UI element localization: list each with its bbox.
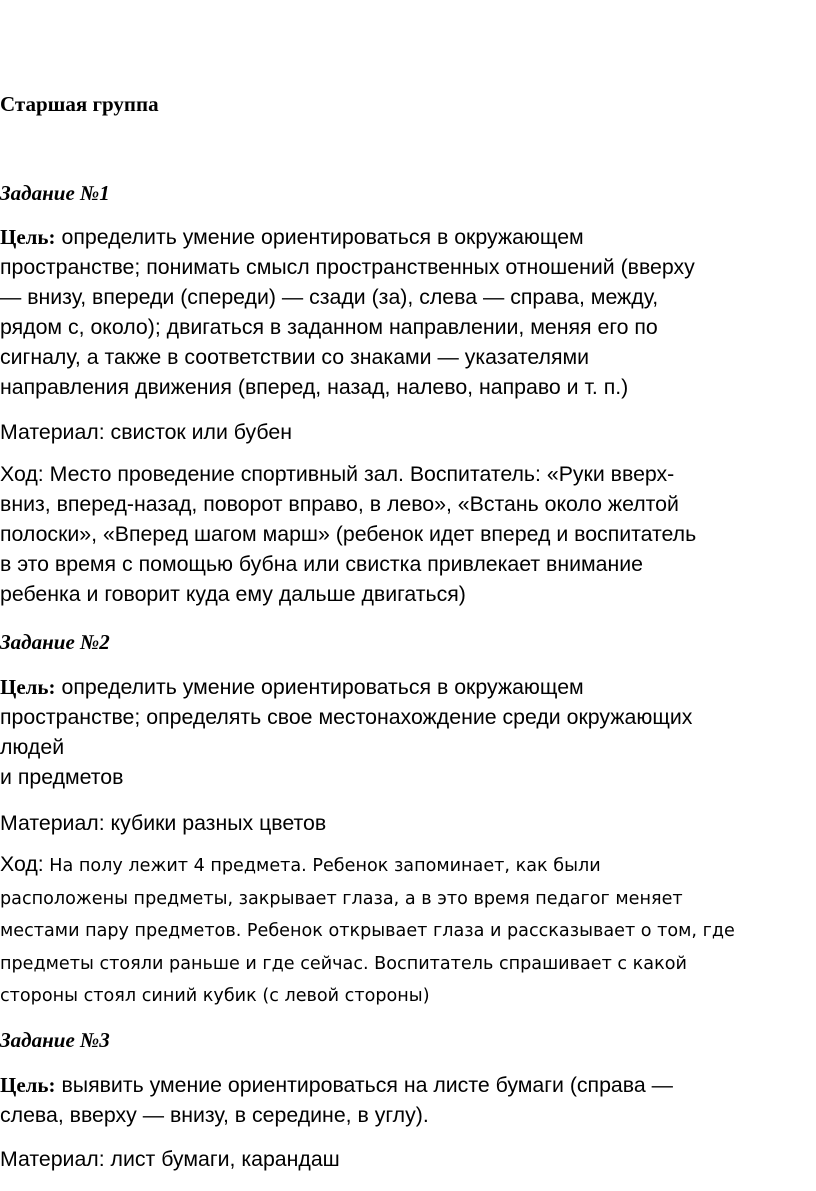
task-2-goal-line: людей: [0, 735, 65, 759]
task-1-goal-label: Цель:: [0, 225, 56, 249]
task-1-goal-line: сигналу, а также в соответствии со знаками — указателями: [0, 345, 590, 369]
task-3-goal-line: слева, вверху — внизу, в середине, в углу).: [0, 1103, 429, 1127]
task-1-course-line: ребенка и говорит куда ему дальше двигаться): [0, 582, 466, 606]
task-3-goal: [0, 1070, 812, 1130]
task-1-course: [0, 459, 812, 609]
task-2-course-label: Ход:: [0, 852, 44, 876]
task-1-material: Материал: свисток или бубен: [0, 420, 292, 444]
task-1-goal-line: пространстве; понимать смысл пространственных отношений (вверху: [0, 255, 695, 279]
task-2-goal-line: и предметов: [0, 765, 124, 789]
task-3-material: Материал: лист бумаги, карандаш: [0, 1147, 340, 1171]
task-2-goal-line: определить умение ориентироваться в окружающем: [61, 675, 584, 699]
task-1-course-line: вниз, вперед-назад, поворот вправо, в лево», «Встань около желтой: [0, 492, 679, 516]
task-1-goal-line: направления движения (вперед, назад, налево, направо и т. п.): [0, 375, 629, 399]
task-2-goal-line: пространстве; определять свое местонахождение среди окружающих: [0, 705, 693, 729]
task-2-course-line: предметы стояли раньше и где сейчас. Воспитатель спрашивает с какой: [0, 953, 687, 974]
task-2-course-line: местами пару предметов. Ребенок открывает глаза и рассказывает о том, где: [0, 921, 735, 941]
task-2-course-line: На полу лежит 4 предмета. Ребенок запоминает, как были: [49, 856, 601, 876]
task-1-heading: Задание №1: [0, 181, 110, 205]
task-2-material: Материал: кубики разных цветов: [0, 811, 327, 835]
task-2-goal: [0, 672, 812, 792]
task-1-goal-line: определить умение ориентироваться в окружающем: [61, 225, 584, 249]
task-3-goal-label: Цель:: [0, 1073, 56, 1097]
task-2-course-line: стороны стоял синий кубик (с левой стороны): [0, 986, 430, 1006]
group-title: Старшая группа: [0, 92, 159, 116]
task-1-goal-line: рядом с, около); двигаться в заданном направлении, меняя его по: [0, 315, 658, 339]
task-1-goal-line: — внизу, впереди (спереди) — сзади (за), слева — справа, между,: [0, 285, 659, 309]
task-1-course-line: Ход: Место проведение спортивный зал. Воспитатель: «Руки вверх-: [0, 462, 675, 486]
task-2-heading: Задание №2: [0, 630, 110, 654]
task-1-goal: [0, 222, 812, 402]
task-3-heading: Задание №3: [0, 1028, 110, 1052]
task-1-course-line: полоски», «Вперед шагом марш» (ребенок идет вперед и воспитатель: [0, 522, 697, 546]
task-2-course-line: расположены предметы, закрывает глаза, а в это время педагог меняет: [0, 888, 683, 909]
task-2-course: [0, 848, 812, 1013]
task-1-course-line: в это время с помощью бубна или свистка привлекает внимание: [0, 552, 643, 576]
task-2-goal-label: Цель:: [0, 675, 56, 699]
task-3-goal-line: выявить умение ориентироваться на листе бумаги (справа —: [61, 1073, 673, 1097]
